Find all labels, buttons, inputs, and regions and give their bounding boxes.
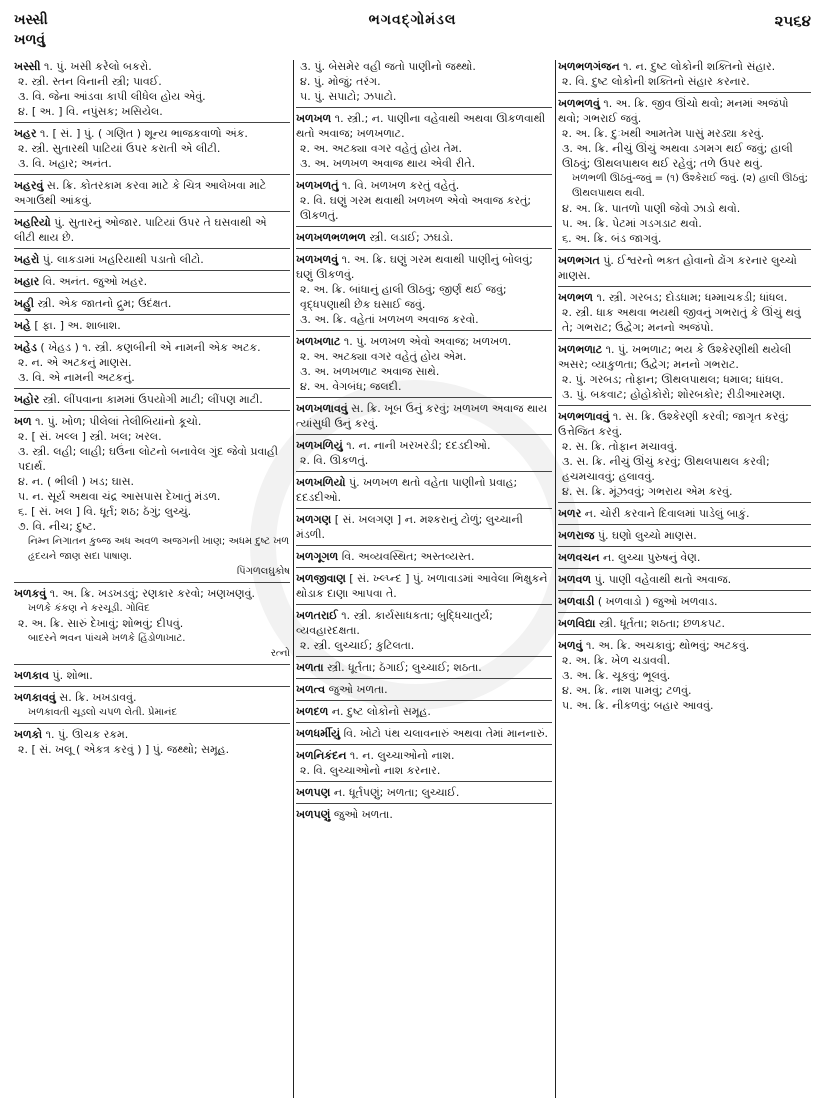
dictionary-entry — [296, 745, 552, 782]
entry-sense: ૨. અ. અટક્યા વગર વહેતું હોય એમ. — [300, 350, 467, 363]
headword: ખળભળગંજન — [558, 60, 620, 73]
entry-headword-line: ખળજીવાણ [ સં. ખ્લ્પ્ન્દ ] પું. ખળાવાડમાં આવેલા ભિક્ષુકને થોડાક દાણા આપવા તે. — [296, 572, 548, 600]
entry-sense: ૫. અ. ક્રિ. નીકળવું; બહાર આવવું. — [562, 699, 714, 712]
headword: ખળવિદ્યા — [558, 617, 596, 630]
entry-sense: ૬. [ સં. ખલ ] વિ. ધૂર્ત; શઠ; ઠૅગું; લુચ્ચું. — [18, 505, 192, 518]
dictionary-entry — [296, 657, 552, 679]
headword: ખળખળાવવું — [296, 402, 348, 415]
dictionary-entry — [296, 249, 552, 331]
headword: ખળપણ — [296, 786, 331, 799]
headword: ખળભગત — [558, 254, 600, 267]
entry-headword-line: ખળધર્મીયું વિ. ખોટો પંથ ચલાવનારું અથવા તેમાં માનનારું. — [296, 727, 549, 740]
entry-sense: ૩. અ. ક્રિ. ચૂકવું; ભૂલવું. — [562, 669, 671, 682]
headword: ખળકવું — [14, 587, 47, 600]
headword: ખળખળિયું — [296, 439, 343, 452]
entry-headword-line: ખહરિયો પું. સુતારનું ઓજાર. પાટિયાં ઉપર તે ઘસવાથી એ લીટી થાય છે. — [14, 216, 267, 244]
dictionary-entry — [296, 175, 552, 227]
entry-sense: ૩. પું. બેસમેર વહી જતો પાણીનો જથ્થો. — [300, 60, 476, 73]
entry-sense: ૩. વિ. એ નામની અટકનું. — [18, 371, 135, 384]
guide-word-last: ખળવું — [14, 32, 46, 48]
dictionary-entry — [558, 56, 811, 93]
entry-sense: ૪. અ. ક્રિ. નાશ પામવું; ટળવું. — [562, 684, 692, 697]
headword: ખહે — [14, 319, 31, 332]
entry-headword-line: ખળદળ ન. દુષ્ટ લોકોનો સમૂહ. — [296, 705, 431, 718]
headword: ખળખળભળભળ — [296, 231, 367, 244]
entry-headword-line: ખળનિકંદન ૧. ન. લુચ્ચાઓનો નાશ. — [296, 749, 455, 762]
dictionary-entry — [14, 212, 290, 249]
entry-sense: ૨. પું. ગરબડ; તોફાન; ઊથલપાથલ; ધમાલ; ધાંધલ. — [562, 373, 784, 386]
headword: ખહરવું — [14, 179, 44, 192]
column-1 — [14, 56, 290, 1102]
entry-headword-line: ખહુી સ્ત્રી. એક જાતનો દ્રુમ; ઉદંક્ષત. — [14, 297, 172, 310]
headword: ખહુી — [14, 297, 35, 310]
dictionary-entry — [296, 398, 552, 435]
dictionary-entry — [558, 406, 811, 503]
entry-headword-line: ખળકાવવું સ. ક્રિ. ખખડાવવું. — [14, 691, 137, 704]
dictionary-entry — [14, 315, 290, 337]
headword: ખળખળતું — [296, 179, 339, 192]
entry-sense: ૨. અ. ક્રિ. ખેળ ચડાવવી. — [562, 654, 671, 667]
column-divider — [293, 60, 294, 1098]
entry-sense: ૩. અ. ખળખળ અવાજ થાય એવી રીતે. — [300, 157, 476, 170]
entry-headword-line: ખળગૂગળ વિ. અવ્યવસ્થિત; અસ્તવ્યસ્ત. — [296, 550, 475, 563]
dictionary-entry — [558, 569, 811, 591]
dictionary-entry — [296, 679, 552, 701]
headword: ખસ્સી — [14, 60, 41, 73]
dictionary-entry — [296, 108, 552, 175]
headword: ખળ — [14, 415, 32, 428]
entry-quotation: બાદરને ભવન પાંચમે ખળકે હિંડોળાખાટ. — [28, 633, 186, 644]
entry-sense: ૪. સ. ક્રિ. મૂંઝવવું; ગભરાય એમ કરવું. — [562, 485, 733, 498]
dictionary-entry — [296, 568, 552, 605]
entry-headword-line: ખહાર વિ. અનંત. જુઓ ખહર. — [14, 275, 148, 288]
entry-quotation: નિમ્ન નિગાતન કુબ્જ અધ અવળ અજગની ખાણ; અધમ દુષ્ટ ખળ હૃદયને જાણ સદા પાષાણ. — [28, 536, 290, 562]
entry-sense: ૪. અ. વેગબંધ; જલદી. — [300, 380, 402, 393]
dictionary-entry — [14, 724, 290, 760]
entry-source: રત્નો — [270, 648, 290, 659]
entry-headword-line: ખળભળાટ ૧. પું. ખભળાટ; ભય કે ઉશ્કેરણીથી થયેલી અસર; વ્યાકુળતા; ઉદ્વેગ; મનનો ગભરાટ. — [558, 343, 792, 371]
entry-headword-line: ખળવાડી ( ખળવાડો ) જુઓ ખળવાડ. — [558, 595, 718, 608]
entry-sense: ૫. પું. સપાટો; ઝપાટો. — [300, 90, 397, 103]
entry-sense: ૫. અ. ક્રિ. પેટમાં ગડગડાટ થવો. — [562, 217, 702, 230]
entry-sense: ૨. વિ. દુષ્ટ લોકોની શક્તિનો સંહાર કરનાર. — [562, 75, 750, 88]
dictionary-entry — [296, 782, 552, 804]
entry-headword-line: ખળખળભળભળ સ્ત્રી. લડાઈ; ઝઘડો. — [296, 231, 454, 244]
dictionary-entry — [14, 56, 290, 123]
entry-sense: ૩. અ. ક્રિ. વહેતાં ખળખળ અવાજ કરવો. — [300, 313, 479, 326]
entry-sense: ૩. વિ. જેના આંડવા કાપી લીધેલ હોય એવું. — [18, 90, 206, 103]
dictionary-entry — [558, 339, 811, 406]
entry-sense: ૨. સ્ત્રી. લુચ્ચાઈ; કુટિલતા. — [300, 639, 415, 652]
entry-headword-line: ખળવું ૧. અ. ક્રિ. અચકાવું; થોભવું; અટકવું. — [558, 639, 750, 652]
entry-headword-line: ખહેડ ( ખેહડ ) ૧. સ્ત્રી. કણબીની એ નામની એક અટક. — [14, 341, 261, 354]
headword: ખહોર — [14, 393, 40, 406]
dictionary-entry — [14, 123, 290, 175]
entry-sense: ૩. અ. ક્રિ. નીચું ઊંચું અથવા ડગમગ થઈ જવું; હાલી ઊઠવું; ઊથલપાથલ થઈ રહેવું; તળે ઉપર થવું. — [562, 142, 793, 170]
headword: ખળદળ — [296, 705, 329, 718]
headword: ખહર — [14, 127, 37, 140]
headword: ખળભળ — [558, 291, 594, 304]
entry-headword-line: ખળવિદ્યા સ્ત્રી. ધૂર્તતા; શઠતા; છળકપટ. — [558, 617, 725, 630]
entry-sense: ૨. સ. ક્રિ. તોફાન મચાવવું. — [562, 440, 678, 453]
dictionary-entry — [558, 613, 811, 635]
headword: ખળભળાવવું — [558, 410, 610, 423]
entry-headword-line: ખળકાવ પું. શોભા. — [14, 669, 93, 682]
entry-headword-line: ખળ ૧. પું. ખોળ; પીલેલાં તેલીબિયાંનો કૂચો. — [14, 415, 202, 428]
entry-headword-line: ખળભળ ૧. સ્ત્રી. ગરબડ; દોડધામ; ધમ્માચકડી; ધાંધલ. — [558, 291, 788, 304]
column-2 — [296, 56, 552, 1102]
headword: ખળતરાઈ — [296, 609, 338, 622]
dictionary-entry — [296, 435, 552, 472]
page-header — [14, 10, 811, 50]
dictionary-entry — [558, 547, 811, 569]
dictionary-entry — [14, 337, 290, 389]
dictionary-entry — [558, 250, 811, 287]
dictionary-entry — [296, 605, 552, 657]
dictionary-entry — [14, 271, 290, 293]
dictionary-entry — [14, 249, 290, 271]
headword: ખળવચન — [558, 551, 600, 564]
dictionary-entry — [558, 93, 811, 250]
headword: ખહરો — [14, 253, 40, 266]
headword: ખળખળ — [296, 112, 332, 125]
headword: ખળખળિયો — [296, 476, 346, 489]
dictionary-entry — [14, 175, 290, 212]
headword: ખળકો — [14, 728, 43, 741]
entry-headword-line: ખળતરાઈ ૧. સ્ત્રી. કાર્યસાધકતા; બુદ્ધિચાતુર્ય; વ્યવહારદક્ષતા. — [296, 609, 493, 637]
headword: ખળગણ — [296, 513, 332, 526]
entry-headword-line: ખહોર સ્ત્રી. લીંપવાના કામમાં ઉપયોગી માટી; લીંપણ માટી. — [14, 393, 263, 406]
dictionary-entry — [14, 389, 290, 411]
entry-headword-line: ખળભગત પું. ઈશ્વરનો ભક્ત હોવાનો ઢોંગ કરનાર લુચ્ચો માણસ. — [558, 254, 797, 282]
entry-quotation: ખળકાવતી ચૂડલો ચપળ લેતી. પ્રેમાનંદ — [28, 707, 178, 718]
entry-headword-line: ખળભળાવવું ૧. સ. ક્રિ. ઉશ્કેરણી કરવી; જાગૃત કરવું; ઉત્તેજિત કરવું. — [558, 410, 789, 438]
entry-sense: ૪. અ. ક્રિ. પાતળો પાણી જેવો ઝાડો થવો. — [562, 202, 741, 215]
entry-headword-line: ખળખળાવવું સ. ક્રિ. ખૂબ ઉનું કરવું; ખળખળ અવાજ થાય ત્યાંસુધી ઉનું કરવું. — [296, 402, 548, 430]
entry-sense: ૨. [ સં. ખલ્લ ] સ્ત્રી. ખલ; ખરલ. — [18, 430, 162, 443]
dictionary-entry — [296, 701, 552, 723]
entry-headword-line: ખળખળિયું ૧. ન. નાની ખરખરડી; દદડદીઓ. — [296, 439, 491, 452]
entry-source: પિંગળલઘુકોષ — [236, 566, 290, 577]
dictionary-entry — [558, 503, 811, 525]
entry-headword-line: ખળભળગંજન ૧. ન. દુષ્ટ લોકોની શક્તિનો સંહાર. — [558, 60, 776, 73]
entry-sense: ૨. સ્ત્રી. સુતારથી પાટિયાં ઉપર કરાતી એ લીટી. — [18, 142, 221, 155]
dictionary-entry — [296, 56, 552, 108]
entry-headword-line: ખળરાજ પું. ઘણો લુચ્ચો માણસ. — [558, 529, 697, 542]
dictionary-entry — [14, 293, 290, 315]
headword: ખળતા — [296, 661, 324, 674]
dictionary-entry — [296, 723, 552, 745]
headword: ખળકાવવું — [14, 691, 56, 704]
entry-sense: ૨. વિ. ઘણું ગરમ થવાથી ખળખળ એવો અવાજ કરતું; ઊકળતું. — [300, 194, 532, 222]
headword: ખહરિયો — [14, 216, 51, 229]
dictionary-entry — [296, 472, 552, 509]
entry-sense: ૨. વિ. ઊકળતું. — [300, 454, 369, 467]
entry-headword-line: ખહરો પું. લાકડામાં ખહરિયાથી પડાતો લીટો. — [14, 253, 204, 266]
dictionary-entry — [296, 509, 552, 546]
entry-headword-line: ખળકો ૧. પું. ઊચક રકમ. — [14, 728, 129, 741]
entry-headword-line: ખસ્સી ૧. પું. ખસી કરેલો બકરો. — [14, 60, 152, 73]
headword: ખળકાવ — [14, 669, 49, 682]
entry-sense: ૨. સ્ત્રી. ધાક અથવા ભયથી જીવનું ગભરાતું કે ઊંચું થવું તે; ગભરાટ; ઉદ્વેગ; મનનો અજંપો. — [562, 306, 801, 334]
entry-headword-line: ખળપણું જુઓ ખળતા. — [296, 808, 393, 821]
headword: ખળનિકંદન — [296, 749, 347, 762]
headword: ખળત્વ — [296, 683, 326, 696]
entry-sense: ૨. અ. ક્રિ. બાંધાનું હાલી ઊઠવું; જીર્ણ થઈ જવું; વૃદ્ધપણાથી છેક ઘસાઈ જવું. — [300, 283, 507, 311]
entry-sense: ૪. ન. ( ભીલી ) ખડ; ઘાસ. — [18, 475, 135, 488]
dictionary-entry — [558, 287, 811, 339]
entry-headword-line: ખળર ન. ચોરી કરવાને દિવાલમાં પાડેલું બાકું. — [558, 507, 750, 520]
dictionary-entry — [14, 665, 290, 687]
entry-headword-line: ખળખળતું ૧. વિ. ખળખળ કરતું વહેતું. — [296, 179, 460, 192]
entry-sense: ૨. અ. ક્રિ. દુઃખથી આમતેમ પાસું મરડ્યા કરવું. — [562, 127, 765, 140]
entry-sense: ૨. [ સં. ખલૂ ( એકત્ર કરવું ) ] પું. જથ્થો; સમૂહ. — [18, 743, 230, 756]
entry-sense: ૩. સ્ત્રી. લહી; લાહી; ઘઉંના લોટનો બનાવેલ ગુંદ જેવો પ્રવાહી પદાર્થ. — [18, 445, 278, 473]
headword: ખળજીવાણ — [296, 572, 346, 585]
dictionary-entry — [558, 525, 811, 547]
entry-headword-line: ખળખળિયો પું. ખળખળ થતો વહેતા પાણીનો પ્રવાહ; દદડદીઓ. — [296, 476, 518, 504]
book-title: ભગવદ્ગોમંડલ — [368, 12, 457, 28]
entry-sense: ૨. અ. ક્રિ. સારું દેખાવું; શોભવું; દીપવું. — [18, 617, 184, 630]
headword: ખહાર — [14, 275, 40, 288]
entry-headword-line: ખળતા સ્ત્રી. ધૂર્તતા; ઠૅગાઈ; લુચ્ચાઈ; શઠતા. — [296, 661, 482, 674]
entry-quotation: ખળભળી ઊઠવું-જવું = (૧) ઉશ્કેરાઈ જવું. (૨) હાલી ઊઠવું; ઊથલપાથલ થવી. — [572, 173, 808, 199]
headword: ખળપણું — [296, 808, 331, 821]
entry-headword-line: ખળત્વ જુઓ ખળતા. — [296, 683, 388, 696]
entry-sense: ૩. સ. ક્રિ. નીચું ઊંચું કરવું; ઊથલપાથલ કરવી; હચમચાવવું; હલાવવું. — [562, 455, 770, 483]
dictionary-entry — [296, 227, 552, 249]
guide-word-first: ખસ્સી — [14, 12, 48, 28]
dictionary-entry — [14, 411, 290, 583]
dictionary-entry — [14, 687, 290, 724]
entry-sense: ૨. ન. એ અટકનું માણસ. — [18, 356, 132, 369]
entry-headword-line: ખળપણ ન. ધૂર્તપણું; ખળતા; લુચ્ચાઈ. — [296, 786, 460, 799]
entry-headword-line: ખળખળાટ ૧. પું. ખળખળ એવો અવાજ; ખળખળ. — [296, 335, 512, 348]
page-number: ૨૫૬૪ — [774, 12, 811, 30]
headword: ખળવું — [558, 639, 583, 652]
column-3 — [558, 56, 811, 1102]
entry-headword-line: ખળવળ પું. પાણી વહેવાથી થતો અવાજ. — [558, 573, 732, 586]
dictionary-entry — [296, 804, 552, 825]
headword: ખળખળાટ — [296, 335, 341, 348]
entry-headword-line: ખળખળ ૧. સ્ત્રી.; ન. પાણીના વહેવાથી અથવા ઊકળવાથી થતો અવાજ; ખળખળાટ. — [296, 112, 546, 140]
headword: ખળવળ — [558, 573, 592, 586]
entry-headword-line: ખહરવું સ. ક્રિ. કોતરકામ કરવા માટે કે ચિત્ર આલેખવા માટે અગાઉથી આંકવું. — [14, 179, 267, 207]
dictionary-entry — [296, 331, 552, 398]
entry-sense: ૨. અ. અટક્યા વગર વહેતું હોય તેમ. — [300, 142, 463, 155]
headword: ખળભળાટ — [558, 343, 603, 356]
entry-sense: ૭. વિ. નીચ; દુષ્ટ. — [18, 520, 97, 533]
headword: ખળર — [558, 507, 582, 520]
entry-sense: ૩. અ. ખળખળાટ અવાજ સાથે. — [300, 365, 440, 378]
entry-sense: ૩. પું. બકવાટ; હોહોકોરો; શોરબકોર; રીડીઆરમણ. — [562, 388, 786, 401]
entry-sense: ૨. સ્ત્રી. સ્તન વિનાની સ્ત્રી; પાવઈ. — [18, 75, 162, 88]
dictionary-entry — [558, 591, 811, 613]
entry-headword-line: ખળખળવું ૧. અ. ક્રિ. ઘણું ગરમ થવાથી પાણીનું બોલવું; ઘણું ઊકળવું. — [296, 253, 533, 281]
headword: ખળવાડી — [558, 595, 595, 608]
entry-quotation: ખળકે કંકણ ને કરચૂડી. ગોવિંદ — [28, 603, 150, 614]
entry-sense: ૬. અ. ક્રિ. બંડ જાગવું. — [562, 232, 662, 245]
headword: ખળરાજ — [558, 529, 595, 542]
dictionary-entry — [14, 583, 290, 665]
entry-sense: ૩. વિ. ખહાર; અનંત. — [18, 157, 112, 170]
dictionary-entry — [296, 546, 552, 568]
dictionary-columns — [14, 56, 811, 1102]
headword: ખળધર્મીયું — [296, 727, 341, 740]
entry-headword-line: ખળભળવું ૧. અ. ક્રિ. જીવ ઊંચો થવો; મનમાં અજંપો થવો; ગભરાઈ જવું. — [558, 97, 789, 125]
headword: ખહેડ — [14, 341, 37, 354]
entry-sense: ૨. વિ. લુચ્ચાઓનો નાશ કરનાર. — [300, 764, 441, 777]
entry-sense: ૫. ન. સૂર્ય અથવા ચંદ્ર આસપાસ દેખાતું મંડળ. — [18, 490, 221, 503]
entry-sense: ૪. પું. મોજું; તરંગ. — [300, 75, 381, 88]
entry-headword-line: ખળગણ [ સં. ખલગણ ] ન. મશ્કરાનું ટોળું; લુચ્ચાની મંડળી. — [296, 513, 523, 541]
column-divider — [555, 60, 556, 1098]
entry-headword-line: ખહે [ ફા. ] અ. શાબાશ. — [14, 319, 121, 332]
headword: ખળભળવું — [558, 97, 600, 110]
entry-sense: ૪. [ અ. ] વિ. નપુંસક; ખસિયેલ. — [18, 105, 163, 118]
entry-headword-line: ખળવચન ન. લુચ્ચા પુરુષનું વેણ. — [558, 551, 701, 564]
entry-headword-line: ખળકવું ૧. અ. ક્રિ. ખડખડવું; રણકાર કરવો; ખણખણવું. — [14, 587, 255, 600]
headword: ખળખળવું — [296, 253, 339, 266]
dictionary-entry — [558, 635, 811, 716]
headword: ખળગૂગળ — [296, 550, 339, 563]
entry-headword-line: ખહર ૧. [ સં. ] પું. ( ગણિત ) શૂન્ય ભાજકવાળો અંક. — [14, 127, 248, 140]
